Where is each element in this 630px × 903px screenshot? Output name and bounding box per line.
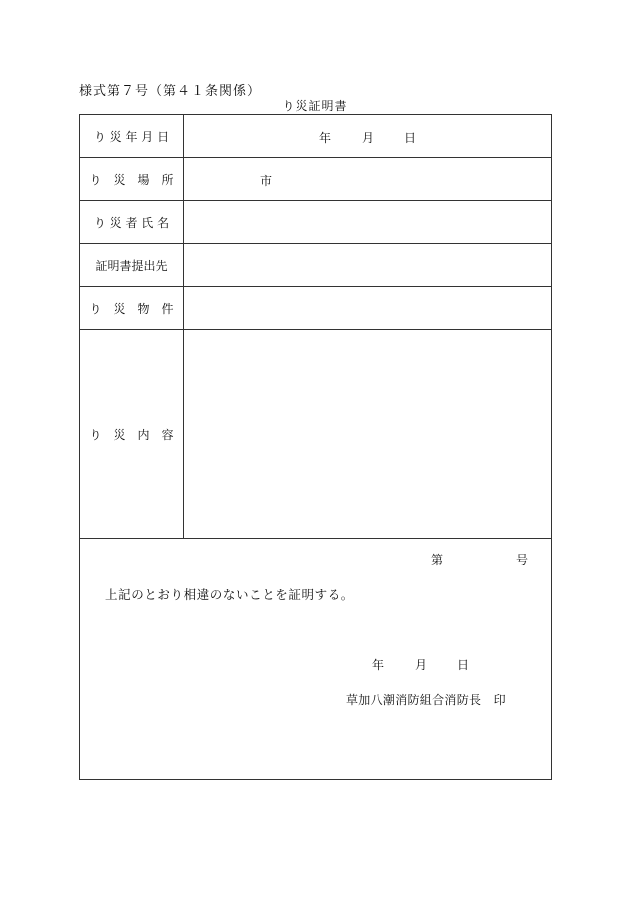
date-day-unit: 日 <box>404 131 417 145</box>
label-submit-destination: 証明書提出先 <box>80 244 184 286</box>
field-disaster-location[interactable] <box>184 158 551 200</box>
row-disaster-date <box>80 115 551 158</box>
row-victim-name <box>80 201 551 244</box>
label-disaster-date: り 災 年 月 日 <box>80 115 184 157</box>
label-damaged-property: り 災 物 件 <box>80 287 184 329</box>
label-disaster-details: り 災 内 容 <box>80 330 184 538</box>
field-disaster-details[interactable] <box>184 330 551 538</box>
row-damaged-property <box>80 287 551 330</box>
issue-date-year-unit: 年 <box>372 658 385 672</box>
date-year-unit: 年 <box>319 131 332 145</box>
issue-date-month-unit: 月 <box>415 658 428 672</box>
label-victim-name: り 災 者 氏 名 <box>80 201 184 243</box>
certification-statement: 上記のとおり相違のないことを証明する。 <box>105 587 354 602</box>
form-title: り災証明書 <box>282 99 348 113</box>
field-damaged-property[interactable] <box>184 287 551 329</box>
row-disaster-location <box>80 158 551 201</box>
certificate-number-prefix: 第 <box>431 553 444 567</box>
form-number: 様式第７号（第４１条関係） <box>79 84 262 99</box>
field-submit-destination[interactable] <box>184 244 551 286</box>
city-unit: 市 <box>260 174 273 188</box>
row-submit-destination <box>80 244 551 287</box>
issuer-name-seal: 草加八潮消防組合消防長 印 <box>346 693 506 707</box>
certificate-form-table <box>79 114 552 780</box>
certificate-number-suffix: 号 <box>516 553 529 567</box>
row-disaster-details <box>80 330 551 539</box>
field-victim-name[interactable] <box>184 201 551 243</box>
field-disaster-date[interactable] <box>184 115 551 157</box>
date-month-unit: 月 <box>362 131 375 145</box>
label-disaster-location: り 災 場 所 <box>80 158 184 200</box>
certification-section <box>80 539 551 779</box>
issue-date-day-unit: 日 <box>457 658 470 672</box>
